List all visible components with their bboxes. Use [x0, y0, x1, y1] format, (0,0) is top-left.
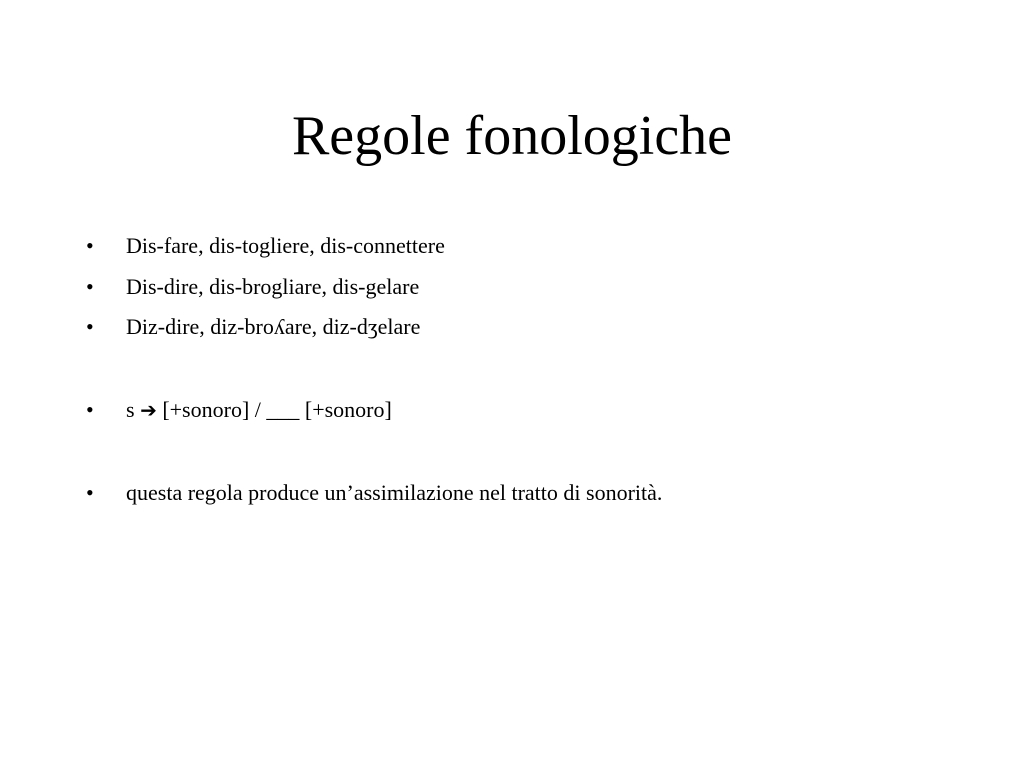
bullet-icon: •	[86, 233, 94, 258]
bullet-item-rule	[86, 396, 986, 424]
bullet-text: Dis-dire, dis-brogliare, dis-gelare	[126, 274, 420, 299]
bullet-icon: •	[86, 314, 94, 339]
bullet-item	[86, 232, 986, 260]
slide-title: Regole fonologiche	[291, 105, 733, 167]
bullet-icon: •	[86, 274, 94, 299]
bullet-text: Dis-fare, dis-togliere, dis-connettere	[126, 233, 445, 258]
bullet-text: Diz-dire, diz-broʎare, diz-dʒelare	[126, 314, 421, 339]
bullet-item	[86, 479, 986, 507]
rule-output-context: [+sonoro] / ___ [+sonoro]	[156, 397, 392, 422]
bullet-item	[86, 273, 986, 301]
bullet-item	[86, 313, 986, 341]
arrow-right-icon: ➔	[140, 398, 157, 422]
bullet-icon: •	[86, 397, 94, 422]
rule-input-segment: s	[126, 397, 141, 422]
bullet-icon: •	[86, 480, 94, 505]
bullet-text: questa regola produce un’assimilazione nel tratto di sonorità.	[126, 480, 663, 505]
